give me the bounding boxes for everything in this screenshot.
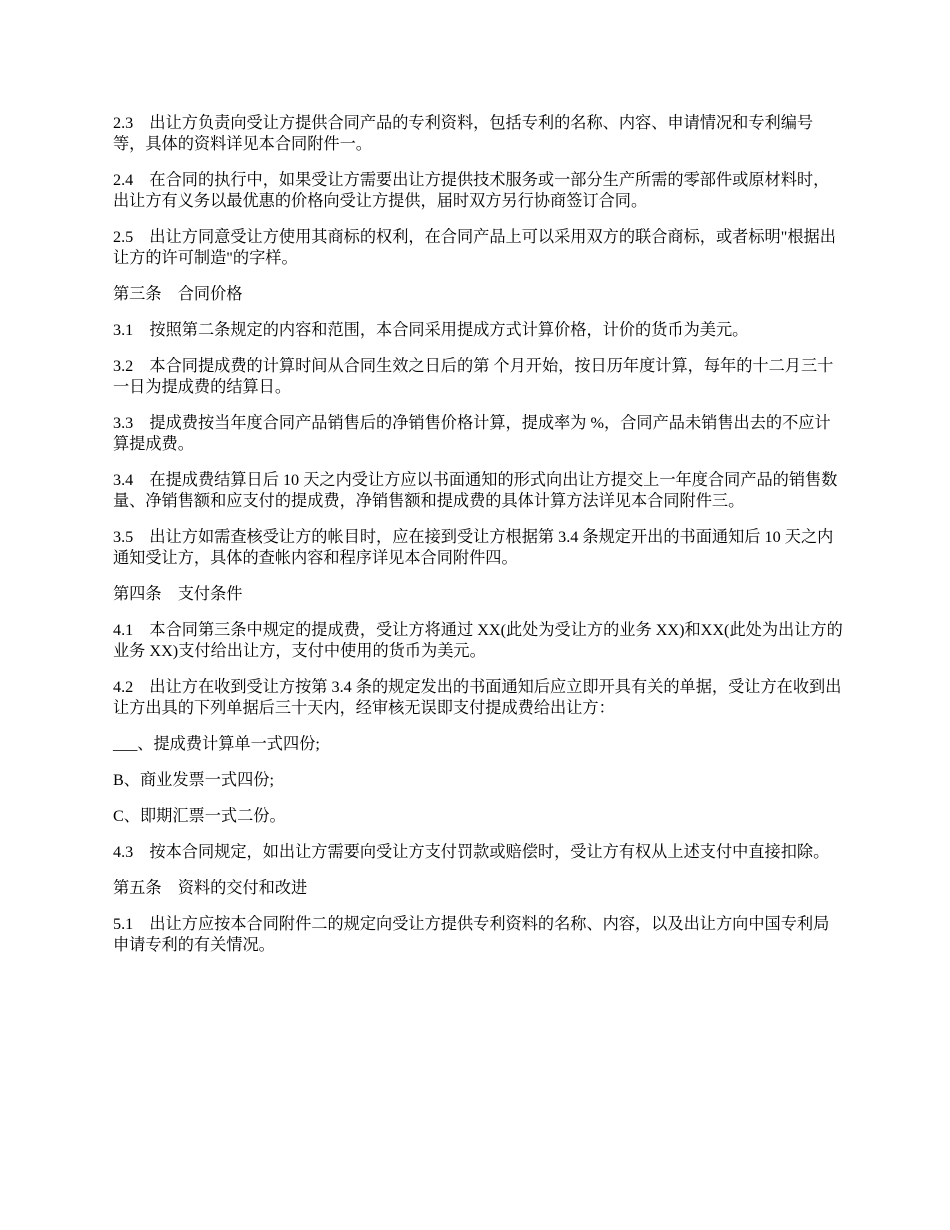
clause-2-3: 2.3 出让方负责向受让方提供合同产品的专利资料，包括专利的名称、内容、申请情况和专利编号等，具体的资料详见本合同附件一。 bbox=[113, 114, 814, 153]
clause-3-4: 3.4 在提成费结算日后 10 天之内受让方应以书面通知的形式向出让方提交上一年度合同产品的销售数量、净销售额和应支付的提成费，净销售额和提成费的具体计算方法详见本合同附件三。 bbox=[113, 471, 838, 510]
clause-3-2: 3.2 本合同提成费的计算时间从合同生效之日后的第 个月开始，按日历年度计算，每年的十二月三十一日为提成费的结算日。 bbox=[113, 357, 834, 396]
clause-4-1: 4.1 本合同第三条中规定的提成费，受让方将通过 XX(此处为受让方的业务 XX)和XX(此处为出让方的业务 XX)支付给出让方，支付中使用的货币为美元。 bbox=[113, 621, 843, 660]
article-3-heading: 第三条 合同价格 bbox=[113, 285, 243, 303]
list-item-c: C、即期汇票一式二份。 bbox=[113, 807, 286, 825]
clause-2-4: 2.4 在合同的执行中，如果受让方需要出让方提供技术服务或一部分生产所需的零部件或原材料时，出让方有义务以最优惠的价格向受让方提供，届时双方另行协商签订合同。 bbox=[113, 171, 830, 210]
clause-3-1: 3.1 按照第二条规定的内容和范围，本合同采用提成方式计算价格，计价的货币为美元。 bbox=[113, 321, 749, 339]
clause-3-3: 3.3 提成费按当年度合同产品销售后的净销售价格计算，提成率为 %，合同产品未销售出去的不应计算提成费。 bbox=[113, 414, 831, 453]
list-item-b: B、商业发票一式四份; bbox=[113, 771, 274, 789]
clause-5-1: 5.1 出让方应按本合同附件二的规定向受让方提供专利资料的名称、内容，以及出让方向中国专利局申请专利的有关情况。 bbox=[113, 915, 830, 954]
article-5-heading: 第五条 资料的交付和改进 bbox=[113, 879, 308, 897]
clause-2-5: 2.5 出让方同意受让方使用其商标的权利，在合同产品上可以采用双方的联合商标，或者标明"根据出让方的许可制造"的字样。 bbox=[113, 228, 836, 267]
document-page bbox=[113, 113, 843, 971]
clause-3-5: 3.5 出让方如需查核受让方的帐目时，应在接到受让方根据第 3.4 条规定开出的书面通知后 10 天之内通知受让方，具体的查帐内容和程序详见本合同附件四。 bbox=[113, 528, 834, 567]
article-4-heading: 第四条 支付条件 bbox=[113, 585, 243, 603]
clause-4-2: 4.2 出让方在收到受让方按第 3.4 条的规定发出的书面通知后应立即开具有关的单据，受让方在收到出让方出具的下列单据后三十天内，经审核无误即支付提成费给出让方： bbox=[113, 678, 842, 717]
clause-4-3: 4.3 按本合同规定，如出让方需要向受让方支付罚款或赔偿时，受让方有权从上述支付中直接扣除。 bbox=[113, 843, 830, 861]
list-item-a: ___、提成费计算单一式四份; bbox=[113, 735, 320, 753]
